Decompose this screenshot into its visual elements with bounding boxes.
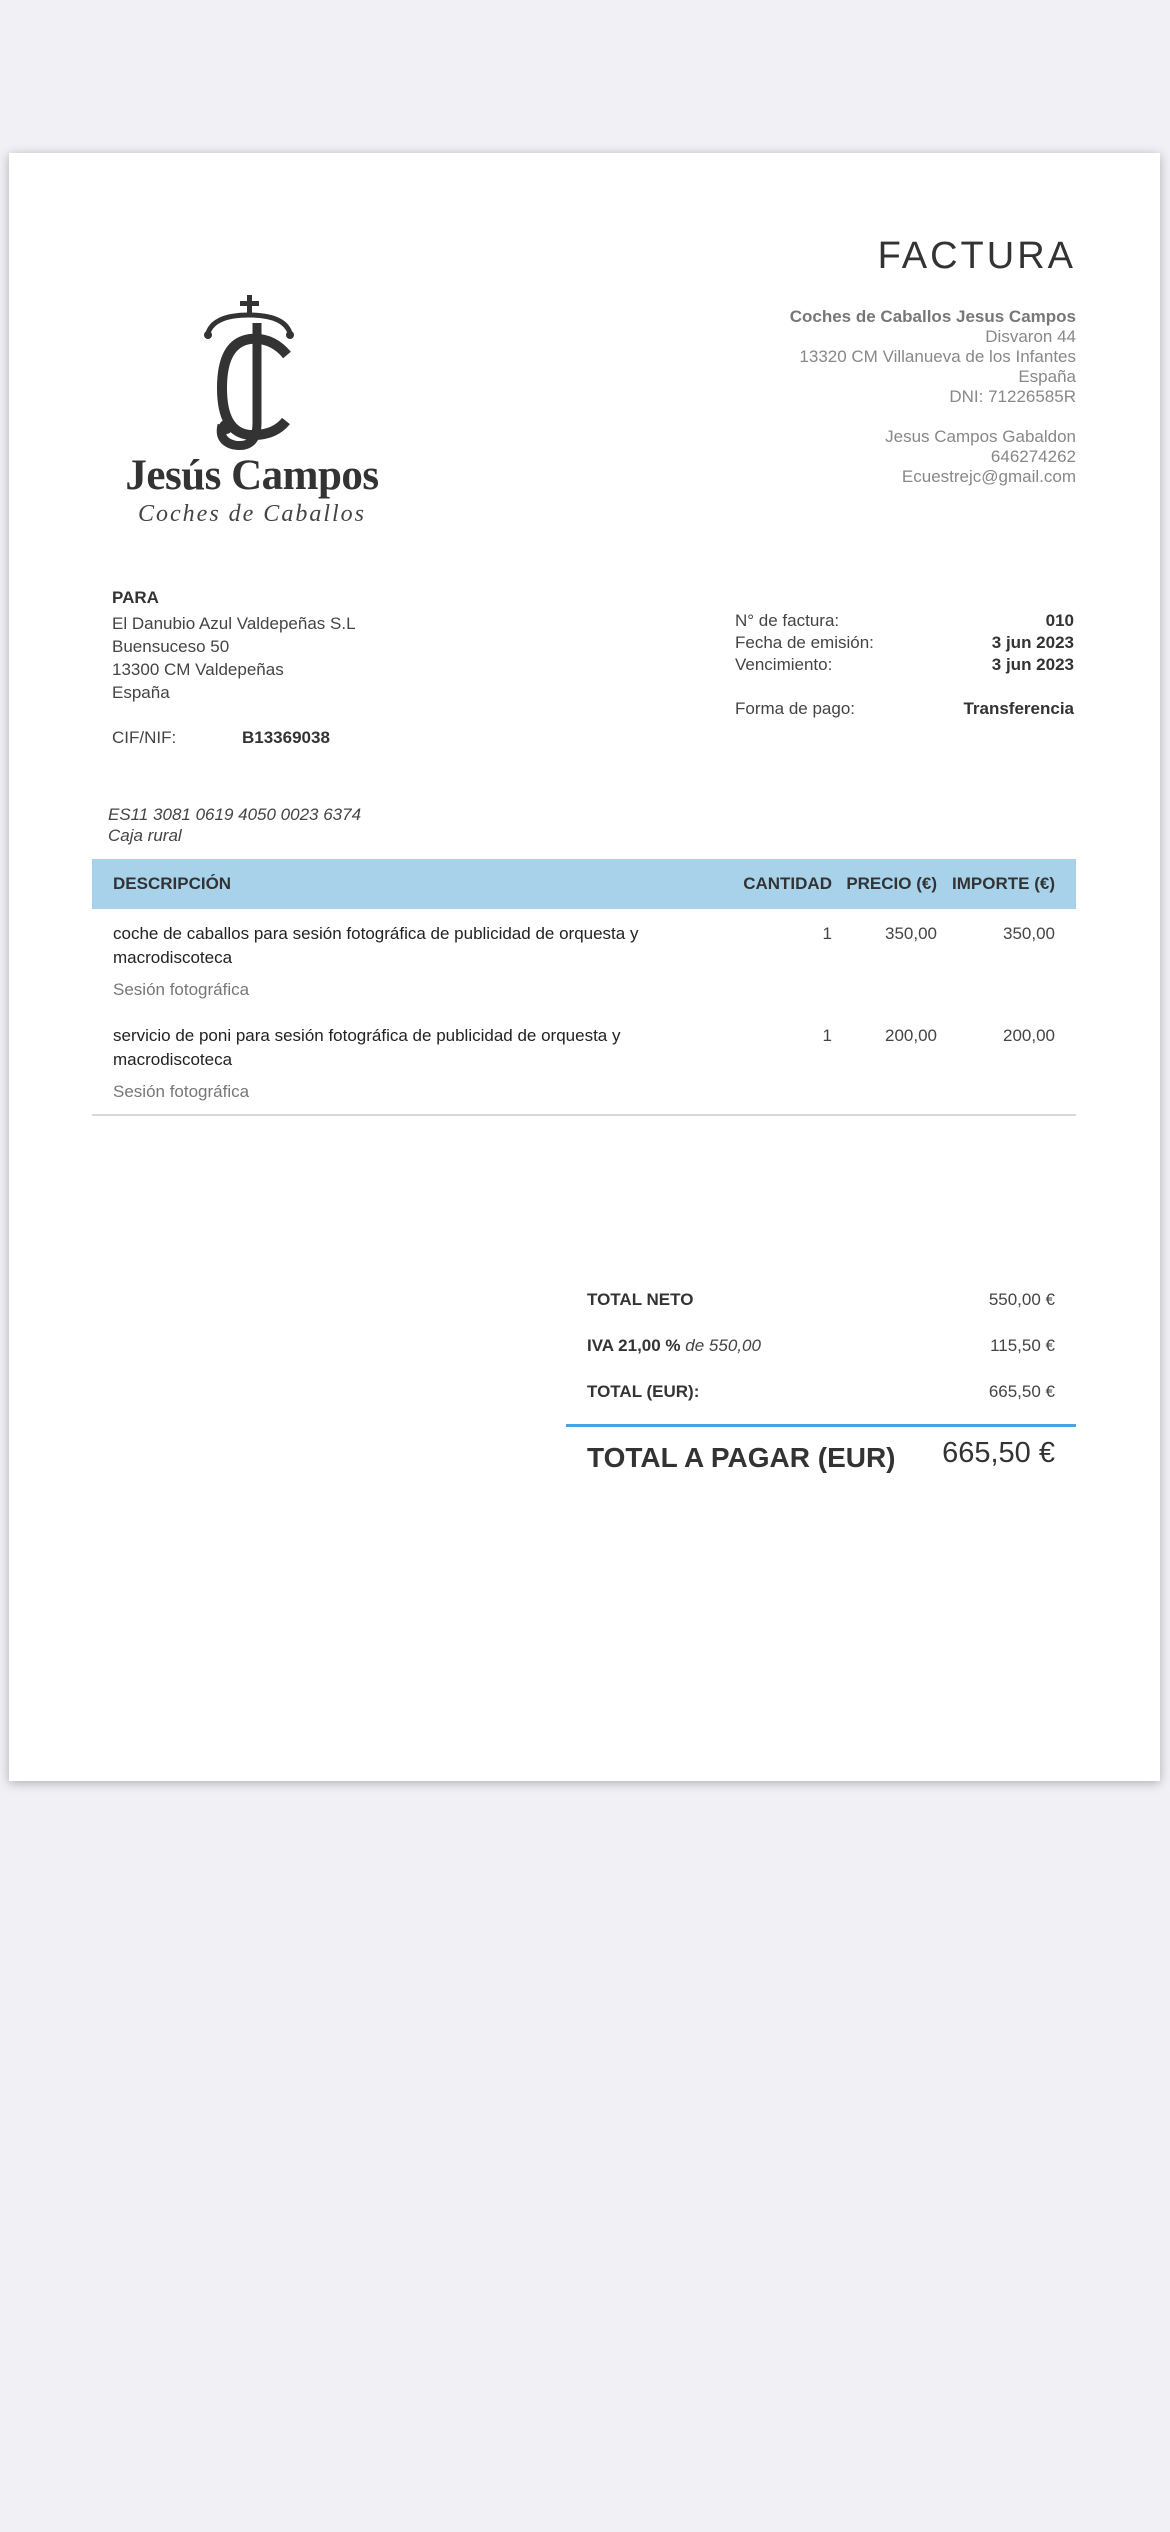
due-date-value: 3 jun 2023: [991, 655, 1074, 674]
jc-monogram-icon: [122, 293, 382, 453]
company-name: Coches de Caballos Jesus Campos: [789, 307, 1076, 326]
payment-method-row: [735, 698, 1074, 720]
vat-label-group: [587, 1336, 761, 1356]
item-amount: 350,00: [1003, 924, 1055, 943]
company-contact: [790, 427, 1076, 487]
contact-email: Ecuestrejc@gmail.com: [901, 467, 1076, 486]
company-logo: [122, 293, 382, 533]
total-to-pay-value: 665,50 €: [942, 1437, 1055, 1469]
item-price: 200,00: [885, 1026, 937, 1045]
logo-sub-text: Coches de Caballos: [138, 501, 366, 527]
client-name: El Danubio Azul Valdepeñas S.L: [112, 614, 356, 633]
company-dni: DNI: 71226585R: [949, 387, 1076, 406]
vat-value: 115,50 €: [990, 1336, 1055, 1355]
contact-phone: 646274262: [990, 447, 1076, 466]
bank-iban: ES11 3081 0619 4050 0023 6374: [108, 805, 362, 824]
contact-name: Jesus Campos Gabaldon: [885, 427, 1076, 446]
due-date-label: Vencimiento:: [735, 655, 833, 674]
bank-info: [108, 804, 361, 846]
invoice-number-label: N° de factura:: [735, 611, 840, 630]
total-label: TOTAL (EUR):: [587, 1382, 700, 1401]
item-quantity: 1: [822, 924, 832, 943]
due-date-row: [735, 654, 1074, 676]
client-country: España: [112, 683, 170, 702]
cif-label: CIF/NIF:: [112, 728, 177, 747]
invoice-number-value: 010: [1045, 611, 1074, 630]
items-table: [92, 859, 1076, 1116]
document-title: FACTURA: [877, 235, 1076, 277]
cif-value: B13369038: [242, 728, 330, 747]
company-country: España: [1018, 367, 1076, 386]
invoice-meta: [735, 610, 1074, 720]
client-info: [112, 586, 672, 749]
header-price: PRECIO (€): [846, 874, 937, 893]
company-address-line1: Disvaron 44: [985, 327, 1076, 346]
vat-base: de 550,00: [685, 1336, 761, 1355]
item-subdescription: Sesión fotográfica: [113, 1082, 250, 1101]
total-row: [566, 1382, 1076, 1424]
total-value: 665,50 €: [988, 1382, 1055, 1401]
bank-name: Caja rural: [108, 826, 182, 845]
payment-method-label: Forma de pago:: [735, 699, 856, 718]
company-info: [790, 307, 1076, 487]
net-total-value: 550,00 €: [988, 1290, 1055, 1309]
table-header: [92, 859, 1076, 909]
item-price: 350,00: [885, 924, 937, 943]
header-description: DESCRIPCIÓN: [113, 874, 232, 893]
client-cif: [112, 726, 672, 749]
invoice-page: [9, 153, 1160, 1781]
logo-main-text: Jesús Campos: [125, 452, 379, 499]
vat-row: [566, 1336, 1076, 1382]
item-description: coche de caballos para sesión fotográfica de publicidad de orquesta y macrodiscoteca: [113, 924, 639, 967]
table-row: [92, 909, 1076, 970]
totals-section: [566, 1290, 1076, 1474]
payment-method-value: Transferencia: [963, 699, 1074, 718]
item-quantity: 1: [822, 1026, 832, 1045]
table-row: [92, 1000, 1076, 1072]
table-divider: [92, 1114, 1076, 1116]
client-label: PARA: [112, 588, 159, 607]
item-amount: 200,00: [1003, 1026, 1055, 1045]
invoice-number-row: [735, 610, 1074, 632]
net-total-row: [566, 1290, 1076, 1336]
client-address-line2: 13300 CM Valdepeñas: [112, 660, 284, 679]
header-amount: IMPORTE (€): [952, 874, 1055, 893]
issue-date-row: [735, 632, 1074, 654]
total-to-pay-row: [566, 1424, 1076, 1474]
item-description: servicio de poni para sesión fotográfica de publicidad de orquesta y macrodiscoteca: [113, 1026, 621, 1069]
total-to-pay-label: TOTAL A PAGAR (EUR): [587, 1442, 896, 1473]
net-total-label: TOTAL NETO: [587, 1290, 694, 1309]
issue-date-value: 3 jun 2023: [991, 633, 1074, 652]
company-address-line2: 13320 CM Villanueva de los Infantes: [799, 347, 1076, 366]
client-address-line1: Buensuceso 50: [112, 637, 230, 656]
header-quantity: CANTIDAD: [743, 874, 832, 893]
item-subdescription: Sesión fotográfica: [113, 980, 250, 999]
vat-label: IVA 21,00 %: [587, 1336, 681, 1355]
issue-date-label: Fecha de emisión:: [735, 633, 874, 652]
